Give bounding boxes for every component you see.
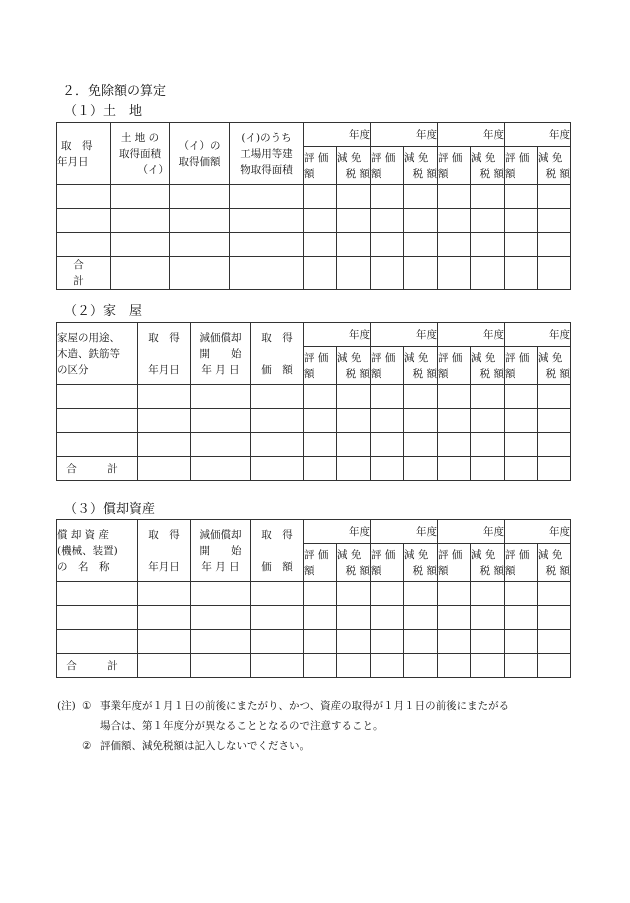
table-cell <box>471 385 505 409</box>
table-row <box>57 209 571 233</box>
house-table <box>56 322 571 481</box>
table-cell <box>304 385 337 409</box>
table-cell <box>404 185 438 209</box>
total-row <box>57 457 571 481</box>
eval-header: 評 価 額 <box>371 544 404 582</box>
table-cell <box>538 433 571 457</box>
table-cell <box>438 209 471 233</box>
note-1-mark: ① <box>82 700 92 712</box>
total-row <box>57 257 571 290</box>
table-cell <box>57 385 138 409</box>
house-acq-date-header: 取 得 年月日 <box>138 323 191 385</box>
year-header: 年度 <box>438 520 505 544</box>
table-cell <box>57 233 111 257</box>
total-label: 合 計 <box>57 654 138 678</box>
table-cell <box>505 433 538 457</box>
table-cell <box>471 233 505 257</box>
table-cell <box>251 606 304 630</box>
exempt-header: 減 免 税 額 <box>471 544 505 582</box>
table-cell <box>57 606 138 630</box>
table-cell <box>337 385 371 409</box>
table-cell <box>251 582 304 606</box>
year-header: 年度 <box>304 520 371 544</box>
table-cell <box>304 209 337 233</box>
eval-header: 評 価 額 <box>371 147 404 185</box>
table-cell <box>138 630 191 654</box>
table-cell <box>505 606 538 630</box>
exempt-header: 減 免 税 額 <box>538 147 571 185</box>
house-price-header: 取 得 価 額 <box>251 323 304 385</box>
table-cell <box>111 185 170 209</box>
table-cell <box>138 385 191 409</box>
table-cell <box>251 385 304 409</box>
table-cell <box>191 582 251 606</box>
table-cell <box>304 233 337 257</box>
exempt-header: 減 免 税 額 <box>471 147 505 185</box>
table-row <box>57 630 571 654</box>
table-cell <box>337 409 371 433</box>
table-row <box>57 433 571 457</box>
year-header: 年度 <box>505 123 571 147</box>
land-acq-date-header: 取 得 年月日 <box>57 123 111 185</box>
land-section-title: （１）土 地 <box>64 104 143 119</box>
table-cell <box>230 185 304 209</box>
table-cell <box>337 233 371 257</box>
exempt-header: 減 免 税 額 <box>404 347 438 385</box>
table-cell <box>191 630 251 654</box>
table-cell <box>138 606 191 630</box>
table-cell <box>538 630 571 654</box>
table-cell <box>304 582 337 606</box>
asset-price-header: 取 得 価 額 <box>251 520 304 582</box>
table-cell <box>57 630 138 654</box>
table-cell <box>438 433 471 457</box>
table-cell <box>404 606 438 630</box>
table-cell <box>404 630 438 654</box>
table-cell <box>57 185 111 209</box>
year-header: 年度 <box>505 323 571 347</box>
table-cell <box>304 409 337 433</box>
table-row <box>57 582 571 606</box>
table-cell <box>170 233 230 257</box>
table-cell <box>438 630 471 654</box>
eval-header: 評 価 額 <box>505 544 538 582</box>
table-cell <box>304 185 337 209</box>
total-row <box>57 654 571 678</box>
table-cell <box>538 209 571 233</box>
table-cell <box>371 606 404 630</box>
table-cell <box>138 409 191 433</box>
table-row <box>57 233 571 257</box>
table-cell <box>505 209 538 233</box>
table-cell <box>538 582 571 606</box>
table-cell <box>170 185 230 209</box>
table-cell <box>230 233 304 257</box>
year-header: 年度 <box>304 123 371 147</box>
table-cell <box>471 209 505 233</box>
table-cell <box>438 385 471 409</box>
table-cell <box>505 233 538 257</box>
exempt-header: 減 免 税 額 <box>471 347 505 385</box>
table-cell <box>337 582 371 606</box>
table-cell <box>438 582 471 606</box>
note-1-line-1: 事業年度が１月１日の前後にまたがり、かつ、資産の取得が１月１日の前後にまたがる <box>100 700 510 712</box>
exempt-header: 減 免 税 額 <box>404 544 438 582</box>
table-cell <box>371 409 404 433</box>
table-cell <box>371 582 404 606</box>
table-cell <box>371 433 404 457</box>
table-cell <box>191 385 251 409</box>
table-cell <box>191 409 251 433</box>
table-cell <box>337 209 371 233</box>
table-cell <box>191 433 251 457</box>
table-cell <box>505 630 538 654</box>
exempt-header: 減 免 税 額 <box>404 147 438 185</box>
table-cell <box>471 185 505 209</box>
table-cell <box>371 185 404 209</box>
table-cell <box>337 630 371 654</box>
eval-header: 評 価 額 <box>505 347 538 385</box>
total-label: 合 計 <box>57 257 111 290</box>
table-cell <box>438 233 471 257</box>
note-2-mark: ② <box>82 740 92 752</box>
table-cell <box>57 582 138 606</box>
table-row <box>57 185 571 209</box>
section-title: ２．免除額の算定 <box>62 84 167 99</box>
table-cell <box>505 385 538 409</box>
table-cell <box>111 233 170 257</box>
table-cell <box>57 433 138 457</box>
table-cell <box>471 630 505 654</box>
table-cell <box>138 433 191 457</box>
land-table <box>56 122 571 290</box>
asset-name-header: 償 却 資 産 (機械、装置) の 名 称 <box>57 520 138 582</box>
house-section-title: （２）家 屋 <box>64 304 143 319</box>
table-cell <box>538 385 571 409</box>
table-cell <box>371 630 404 654</box>
year-header: 年度 <box>371 520 438 544</box>
exempt-header: 減 免 税 額 <box>337 544 371 582</box>
asset-acq-date-header: 取 得 年月日 <box>138 520 191 582</box>
exempt-header: 減 免 税 額 <box>337 347 371 385</box>
eval-header: 評 価 額 <box>505 147 538 185</box>
table-cell <box>371 385 404 409</box>
year-header: 年度 <box>304 323 371 347</box>
house-use-header: 家屋の用途、 木造、鉄筋等 の区分 <box>57 323 138 385</box>
table-cell <box>505 582 538 606</box>
table-cell <box>138 582 191 606</box>
table-row <box>57 385 571 409</box>
table-cell <box>404 433 438 457</box>
land-price-header: （イ）の 取得価額 <box>170 123 230 185</box>
table-cell <box>471 582 505 606</box>
table-cell <box>404 385 438 409</box>
table-cell <box>404 233 438 257</box>
table-row <box>57 606 571 630</box>
table-row <box>57 409 571 433</box>
table-cell <box>471 606 505 630</box>
table-cell <box>371 233 404 257</box>
table-cell <box>251 433 304 457</box>
year-header: 年度 <box>438 323 505 347</box>
table-cell <box>304 630 337 654</box>
table-cell <box>337 606 371 630</box>
eval-header: 評 価 額 <box>438 544 471 582</box>
note-2-line-1: 評価額、減免税額は記入しないでください。 <box>100 740 310 752</box>
table-cell <box>251 630 304 654</box>
table-cell <box>538 409 571 433</box>
asset-depr-start-header: 減価償却 開 始 年 月 日 <box>191 520 251 582</box>
eval-header: 評 価 額 <box>304 544 337 582</box>
table-cell <box>304 606 337 630</box>
year-header: 年度 <box>371 123 438 147</box>
table-cell <box>538 606 571 630</box>
table-cell <box>438 606 471 630</box>
table-cell <box>191 606 251 630</box>
land-area-header: 土 地 の 取得面積 （イ） <box>111 123 170 185</box>
table-cell <box>251 409 304 433</box>
year-header: 年度 <box>438 123 505 147</box>
eval-header: 評 価 額 <box>304 347 337 385</box>
exempt-header: 減 免 税 額 <box>538 347 571 385</box>
table-cell <box>538 185 571 209</box>
table-cell <box>371 209 404 233</box>
table-cell <box>438 185 471 209</box>
exempt-header: 減 免 税 額 <box>337 147 371 185</box>
eval-header: 評 価 額 <box>438 147 471 185</box>
total-label: 合 計 <box>57 457 138 481</box>
table-cell <box>57 209 111 233</box>
table-cell <box>404 582 438 606</box>
table-cell <box>337 185 371 209</box>
note-1-line-2: 場合は、第１年度分が異なることとなるので注意すること。 <box>100 720 384 732</box>
year-header: 年度 <box>505 520 571 544</box>
table-cell <box>404 209 438 233</box>
house-depr-start-header: 減価償却 開 始 年 月 日 <box>191 323 251 385</box>
table-cell <box>304 433 337 457</box>
year-header: 年度 <box>371 323 438 347</box>
notes-prefix: (注) <box>57 700 76 712</box>
asset-table <box>56 519 571 678</box>
table-cell <box>471 409 505 433</box>
table-cell <box>471 433 505 457</box>
eval-header: 評 価 額 <box>304 147 337 185</box>
table-cell <box>538 233 571 257</box>
notes <box>57 696 577 756</box>
table-cell <box>170 209 230 233</box>
table-cell <box>57 409 138 433</box>
exempt-header: 減 免 税 額 <box>538 544 571 582</box>
asset-section-title: （３）償却資産 <box>64 502 156 517</box>
table-cell <box>438 409 471 433</box>
land-factory-area-header: (イ)のうち 工場用等建 物取得面積 <box>230 123 304 185</box>
table-cell <box>111 209 170 233</box>
eval-header: 評 価 額 <box>438 347 471 385</box>
table-cell <box>404 409 438 433</box>
table-cell <box>230 209 304 233</box>
table-cell <box>505 409 538 433</box>
table-cell <box>505 185 538 209</box>
eval-header: 評 価 額 <box>371 347 404 385</box>
table-cell <box>337 433 371 457</box>
